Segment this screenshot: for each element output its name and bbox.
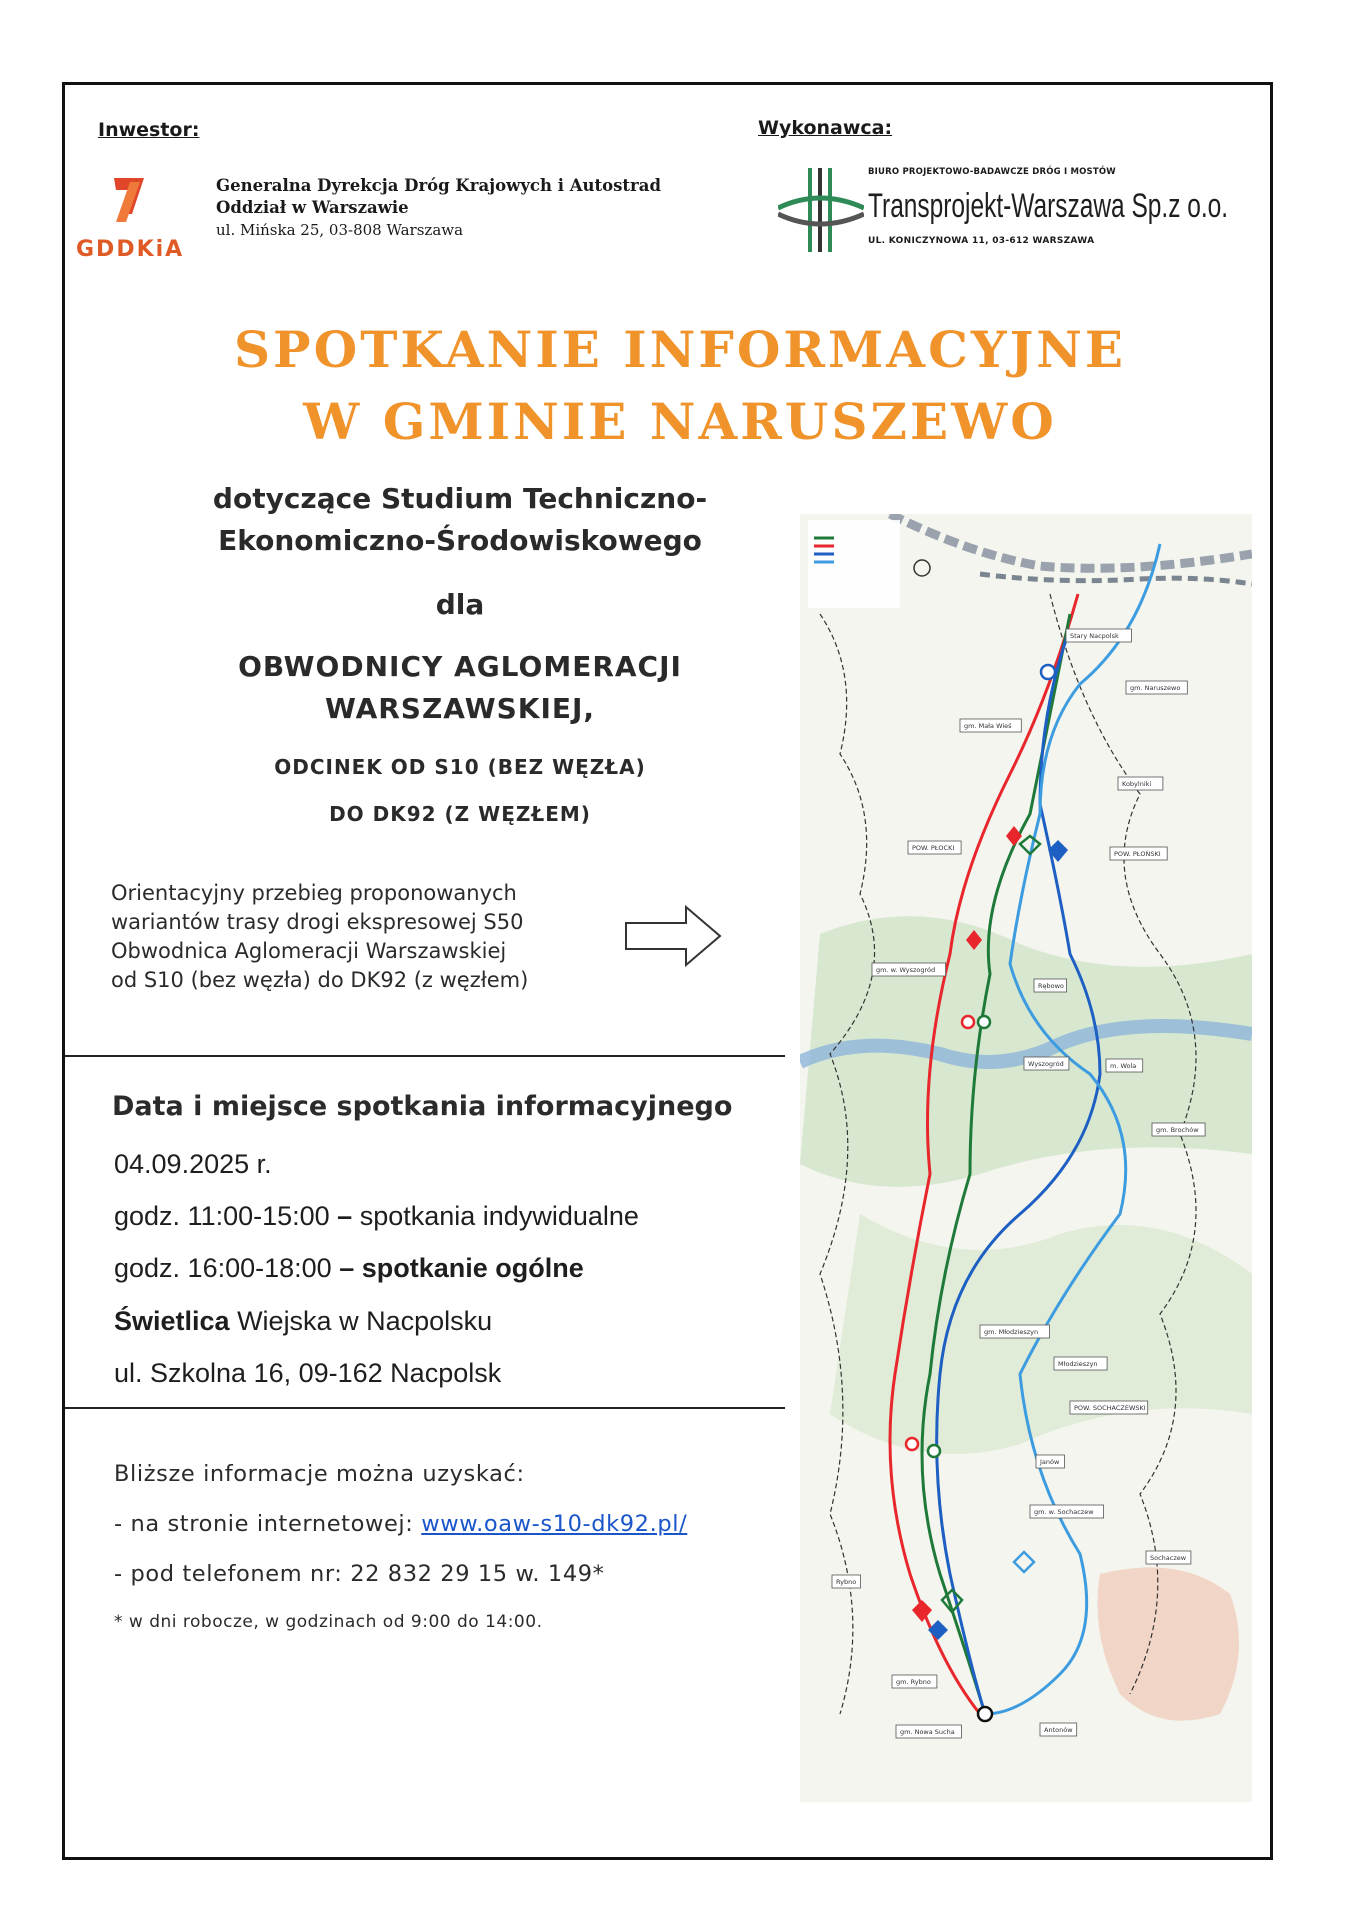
- map-label: gm. Mała Wieś: [964, 722, 1012, 730]
- arrow-right-icon: [624, 903, 724, 969]
- map-label: Janów: [1040, 1458, 1060, 1466]
- subject-line-4: OBWODNICY AGLOMERACJI: [238, 650, 682, 683]
- gddkia-logo-icon: [76, 172, 206, 262]
- meeting-slot-2: [114, 1253, 584, 1284]
- map-node-green-3: [928, 1445, 940, 1457]
- subject-line-1: dotyczące Studium Techniczno-: [212, 482, 708, 515]
- contact-note: * w dni robocze, w godzinach od 9:00 do 14:00.: [114, 1612, 543, 1632]
- title-line-2: W GMINIE NARUSZEWO: [303, 392, 1057, 451]
- meeting-heading: Data i miejsce spotkania informacyjnego: [112, 1091, 733, 1122]
- slot-2-dash: –: [331, 1253, 362, 1283]
- subject-line-7: DO DK92 (Z WĘZŁEM): [329, 802, 591, 826]
- map-label: Wyszogród: [1028, 1060, 1064, 1068]
- map-label: Antonów: [1044, 1726, 1073, 1734]
- route-description-line-4: od S10 (bez węzła) do DK92 (z węzłem): [111, 968, 529, 992]
- investor-details: [216, 175, 661, 241]
- map-node-green-2: [978, 1016, 990, 1028]
- subject-line-2: Ekonomiczno-Środowiskowego: [218, 524, 702, 557]
- route-map: [800, 514, 1252, 1802]
- map-label: gm. Nowa Sucha: [900, 1728, 955, 1736]
- meeting-address: ul. Szkolna 16, 09-162 Nacpolsk: [114, 1358, 502, 1388]
- map-node-end: [978, 1707, 992, 1721]
- divider-1: [65, 1055, 785, 1057]
- map-node-red-3: [962, 1016, 974, 1028]
- map-label: Rębowo: [1038, 982, 1064, 990]
- subject-line-3: dla: [435, 588, 485, 621]
- route-description-line-2: wariantów trasy drogi ekspresowej S50: [111, 910, 524, 934]
- slot-1-desc: spotkania indywidualne: [359, 1201, 639, 1231]
- map-label: m. Wola: [1110, 1062, 1137, 1070]
- map-label: POW. SOCHACZEWSKI: [1074, 1404, 1146, 1412]
- transprojekt-logo-icon: [778, 166, 864, 254]
- slot-2-time: godz. 16:00-18:00: [114, 1253, 332, 1283]
- map-label: gm. Młodzieszyn: [984, 1328, 1039, 1336]
- map-label: gm. Rybno: [896, 1678, 931, 1686]
- map-node-red-4: [906, 1438, 918, 1450]
- map-label: Rybno: [836, 1578, 857, 1586]
- gddkia-logo-text: GDDKiA: [76, 237, 185, 262]
- map-label: POW. PŁOŃSKI: [1114, 850, 1161, 858]
- subject-line-5: WARSZAWSKIEJ,: [324, 692, 596, 725]
- route-description-line-1: Orientacyjny przebieg proponowanych: [111, 881, 517, 905]
- investor-name: Generalna Dyrekcja Dróg Krajowych i Autostrad: [216, 176, 661, 195]
- map-label: Młodzieszyn: [1058, 1360, 1098, 1368]
- website-link[interactable]: www.oaw-s10-dk92.pl/: [421, 1511, 688, 1537]
- title-line-1: SPOTKANIE INFORMACYJNE: [233, 320, 1127, 379]
- venue-bold: Świetlica: [114, 1306, 230, 1336]
- map-label: Sochaczew: [1150, 1554, 1187, 1562]
- map-label: gm. w. Wyszogród: [876, 966, 936, 974]
- venue-rest: Wiejska w Nacpolsku: [229, 1306, 493, 1336]
- route-description: [111, 879, 528, 995]
- contractor-top-line: BIURO PROJEKTOWO-BADAWCZE DRÓG I MOSTÓW: [868, 167, 1116, 177]
- investor-branch: Oddział w Warszawie: [216, 198, 409, 217]
- subject-line-6: ODCINEK OD S10 (BEZ WĘZŁA): [274, 755, 646, 779]
- map-label: gm. Brochów: [1156, 1126, 1199, 1134]
- contact-web-prefix: - na stronie internetowej:: [114, 1511, 422, 1537]
- slot-1-time: godz. 11:00-15:00: [114, 1201, 330, 1231]
- route-description-line-3: Obwodnica Aglomeracji Warszawskiej: [111, 939, 507, 963]
- divider-2: [65, 1407, 785, 1409]
- map-label: Stary Nacpolsk: [1070, 632, 1119, 640]
- contractor-label: Wykonawca:: [758, 117, 893, 139]
- map-label: gm. Naruszewo: [1130, 684, 1181, 692]
- meeting-slot-1: [114, 1201, 639, 1232]
- map-legend: [808, 520, 900, 608]
- map-label: POW. PŁOCKI: [912, 844, 955, 852]
- slot-1-dash: –: [329, 1201, 360, 1231]
- investor-label: Inwestor:: [98, 119, 200, 141]
- slot-2-desc: spotkanie ogólne: [361, 1253, 584, 1283]
- map-label: gm. w. Sochaczew: [1034, 1508, 1094, 1516]
- contractor-name: Transprojekt-Warszawa Sp.z o.o.: [868, 187, 1229, 225]
- investor-address: ul. Mińska 25, 03-808 Warszawa: [216, 221, 464, 239]
- map-node-1: [1041, 665, 1055, 679]
- contact-web: [114, 1511, 687, 1537]
- contact-phone: - pod telefonem nr: 22 832 29 15 w. 149*: [114, 1561, 605, 1587]
- meeting-venue: [114, 1306, 492, 1337]
- contact-heading: Bliższe informacje można uzyskać:: [114, 1461, 525, 1487]
- contractor-address: UL. KONICZYNOWA 11, 03-612 WARSZAWA: [868, 236, 1095, 246]
- map-label: Kobylniki: [1122, 780, 1152, 788]
- meeting-date: 04.09.2025 r.: [114, 1149, 272, 1179]
